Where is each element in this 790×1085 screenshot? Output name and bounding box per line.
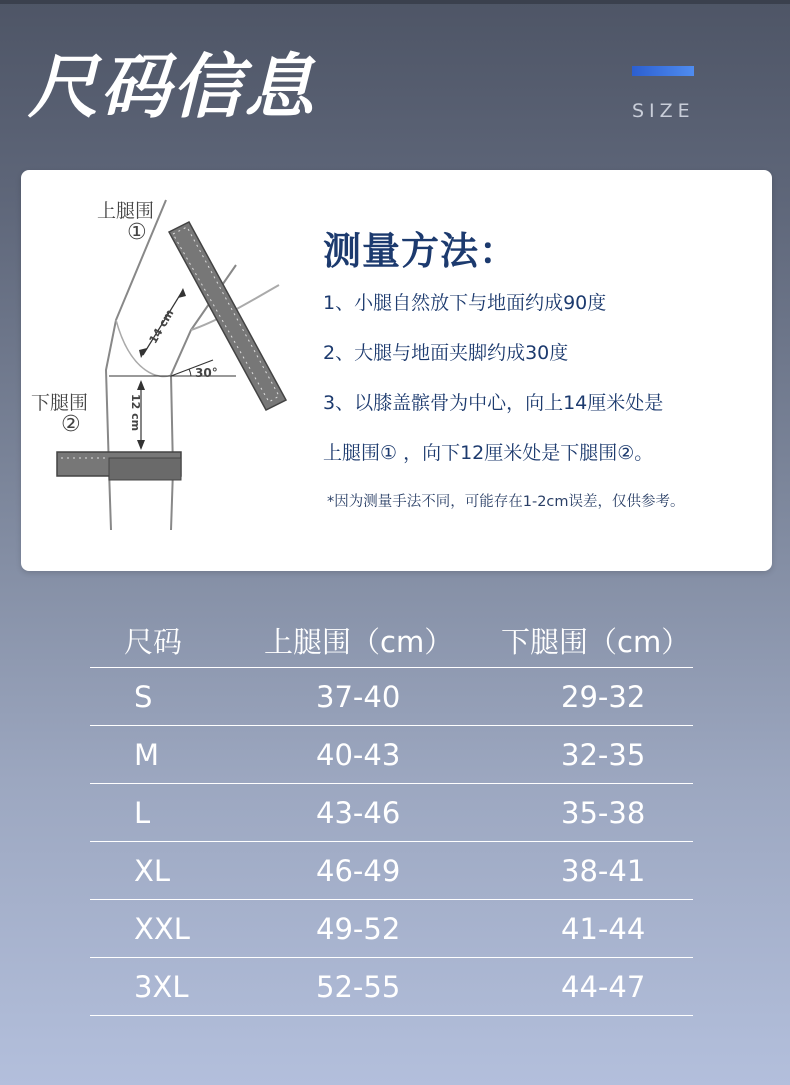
- upper-length-label: 14 cm: [146, 307, 177, 346]
- size-cell: S: [134, 680, 153, 714]
- table-header-row: [90, 615, 693, 668]
- size-cell: M: [134, 738, 160, 772]
- lower-cell: 29-32: [561, 680, 646, 714]
- top-border: [0, 0, 790, 4]
- size-cell: XL: [134, 854, 171, 888]
- size-cell: 3XL: [134, 970, 189, 1004]
- angle-label: 30°: [195, 366, 218, 380]
- size-cell: L: [134, 796, 151, 830]
- lower-cell: 35-38: [561, 796, 646, 830]
- measurement-card: [21, 170, 772, 571]
- upper-cell: 40-43: [316, 738, 401, 772]
- header-lower: 下腿围（cm）: [501, 625, 691, 659]
- lower-cell: 41-44: [561, 912, 646, 946]
- lower-leg-label: 下腿围: [31, 392, 89, 414]
- lower-leg-number: ②: [61, 412, 81, 437]
- upper-cell: 49-52: [316, 912, 401, 946]
- lower-cell: 44-47: [561, 970, 646, 1004]
- upper-cell: 37-40: [316, 680, 401, 714]
- table-row: [90, 784, 693, 842]
- page-title: 尺码信息: [28, 46, 316, 128]
- lower-cell: 38-41: [561, 854, 646, 888]
- step-1: 1、小腿自然放下与地面约成90度: [323, 292, 607, 314]
- table-row: [90, 726, 693, 784]
- table-row: [90, 668, 693, 726]
- step-3: 3、以膝盖髌骨为中心，向上14厘米处是: [323, 392, 664, 414]
- lower-tape: [57, 452, 181, 480]
- leg-diagram-drawing: [21, 170, 321, 571]
- size-cell: XXL: [134, 912, 190, 946]
- upper-cell: 52-55: [316, 970, 401, 1004]
- step-2: 2、大腿与地面夹脚约成30度: [323, 342, 569, 364]
- table-row: [90, 900, 693, 958]
- leg-diagram: [21, 170, 321, 571]
- step-3-continued: 上腿围① ，向下12厘米处是下腿围②。: [323, 442, 654, 464]
- header-size: 尺码: [124, 625, 183, 659]
- table-row: [90, 842, 693, 900]
- accent-bar: [632, 66, 694, 76]
- upper-cell: 46-49: [316, 854, 401, 888]
- disclaimer-note: *因为测量手法不同，可能存在1-2cm误差，仅供参考。: [327, 494, 685, 510]
- header-upper: 上腿围（cm）: [264, 625, 454, 659]
- method-title: 测量方法：: [323, 229, 519, 273]
- upper-cell: 43-46: [316, 796, 401, 830]
- upper-leg-label: 上腿围: [97, 200, 155, 222]
- upper-tape: [169, 222, 286, 410]
- size-table: [90, 615, 693, 1016]
- table-row: [90, 958, 693, 1016]
- lower-length-label: 12 cm: [129, 393, 143, 432]
- upper-leg-number: ①: [127, 220, 147, 245]
- size-label: SIZE: [632, 100, 695, 122]
- lower-cell: 32-35: [561, 738, 646, 772]
